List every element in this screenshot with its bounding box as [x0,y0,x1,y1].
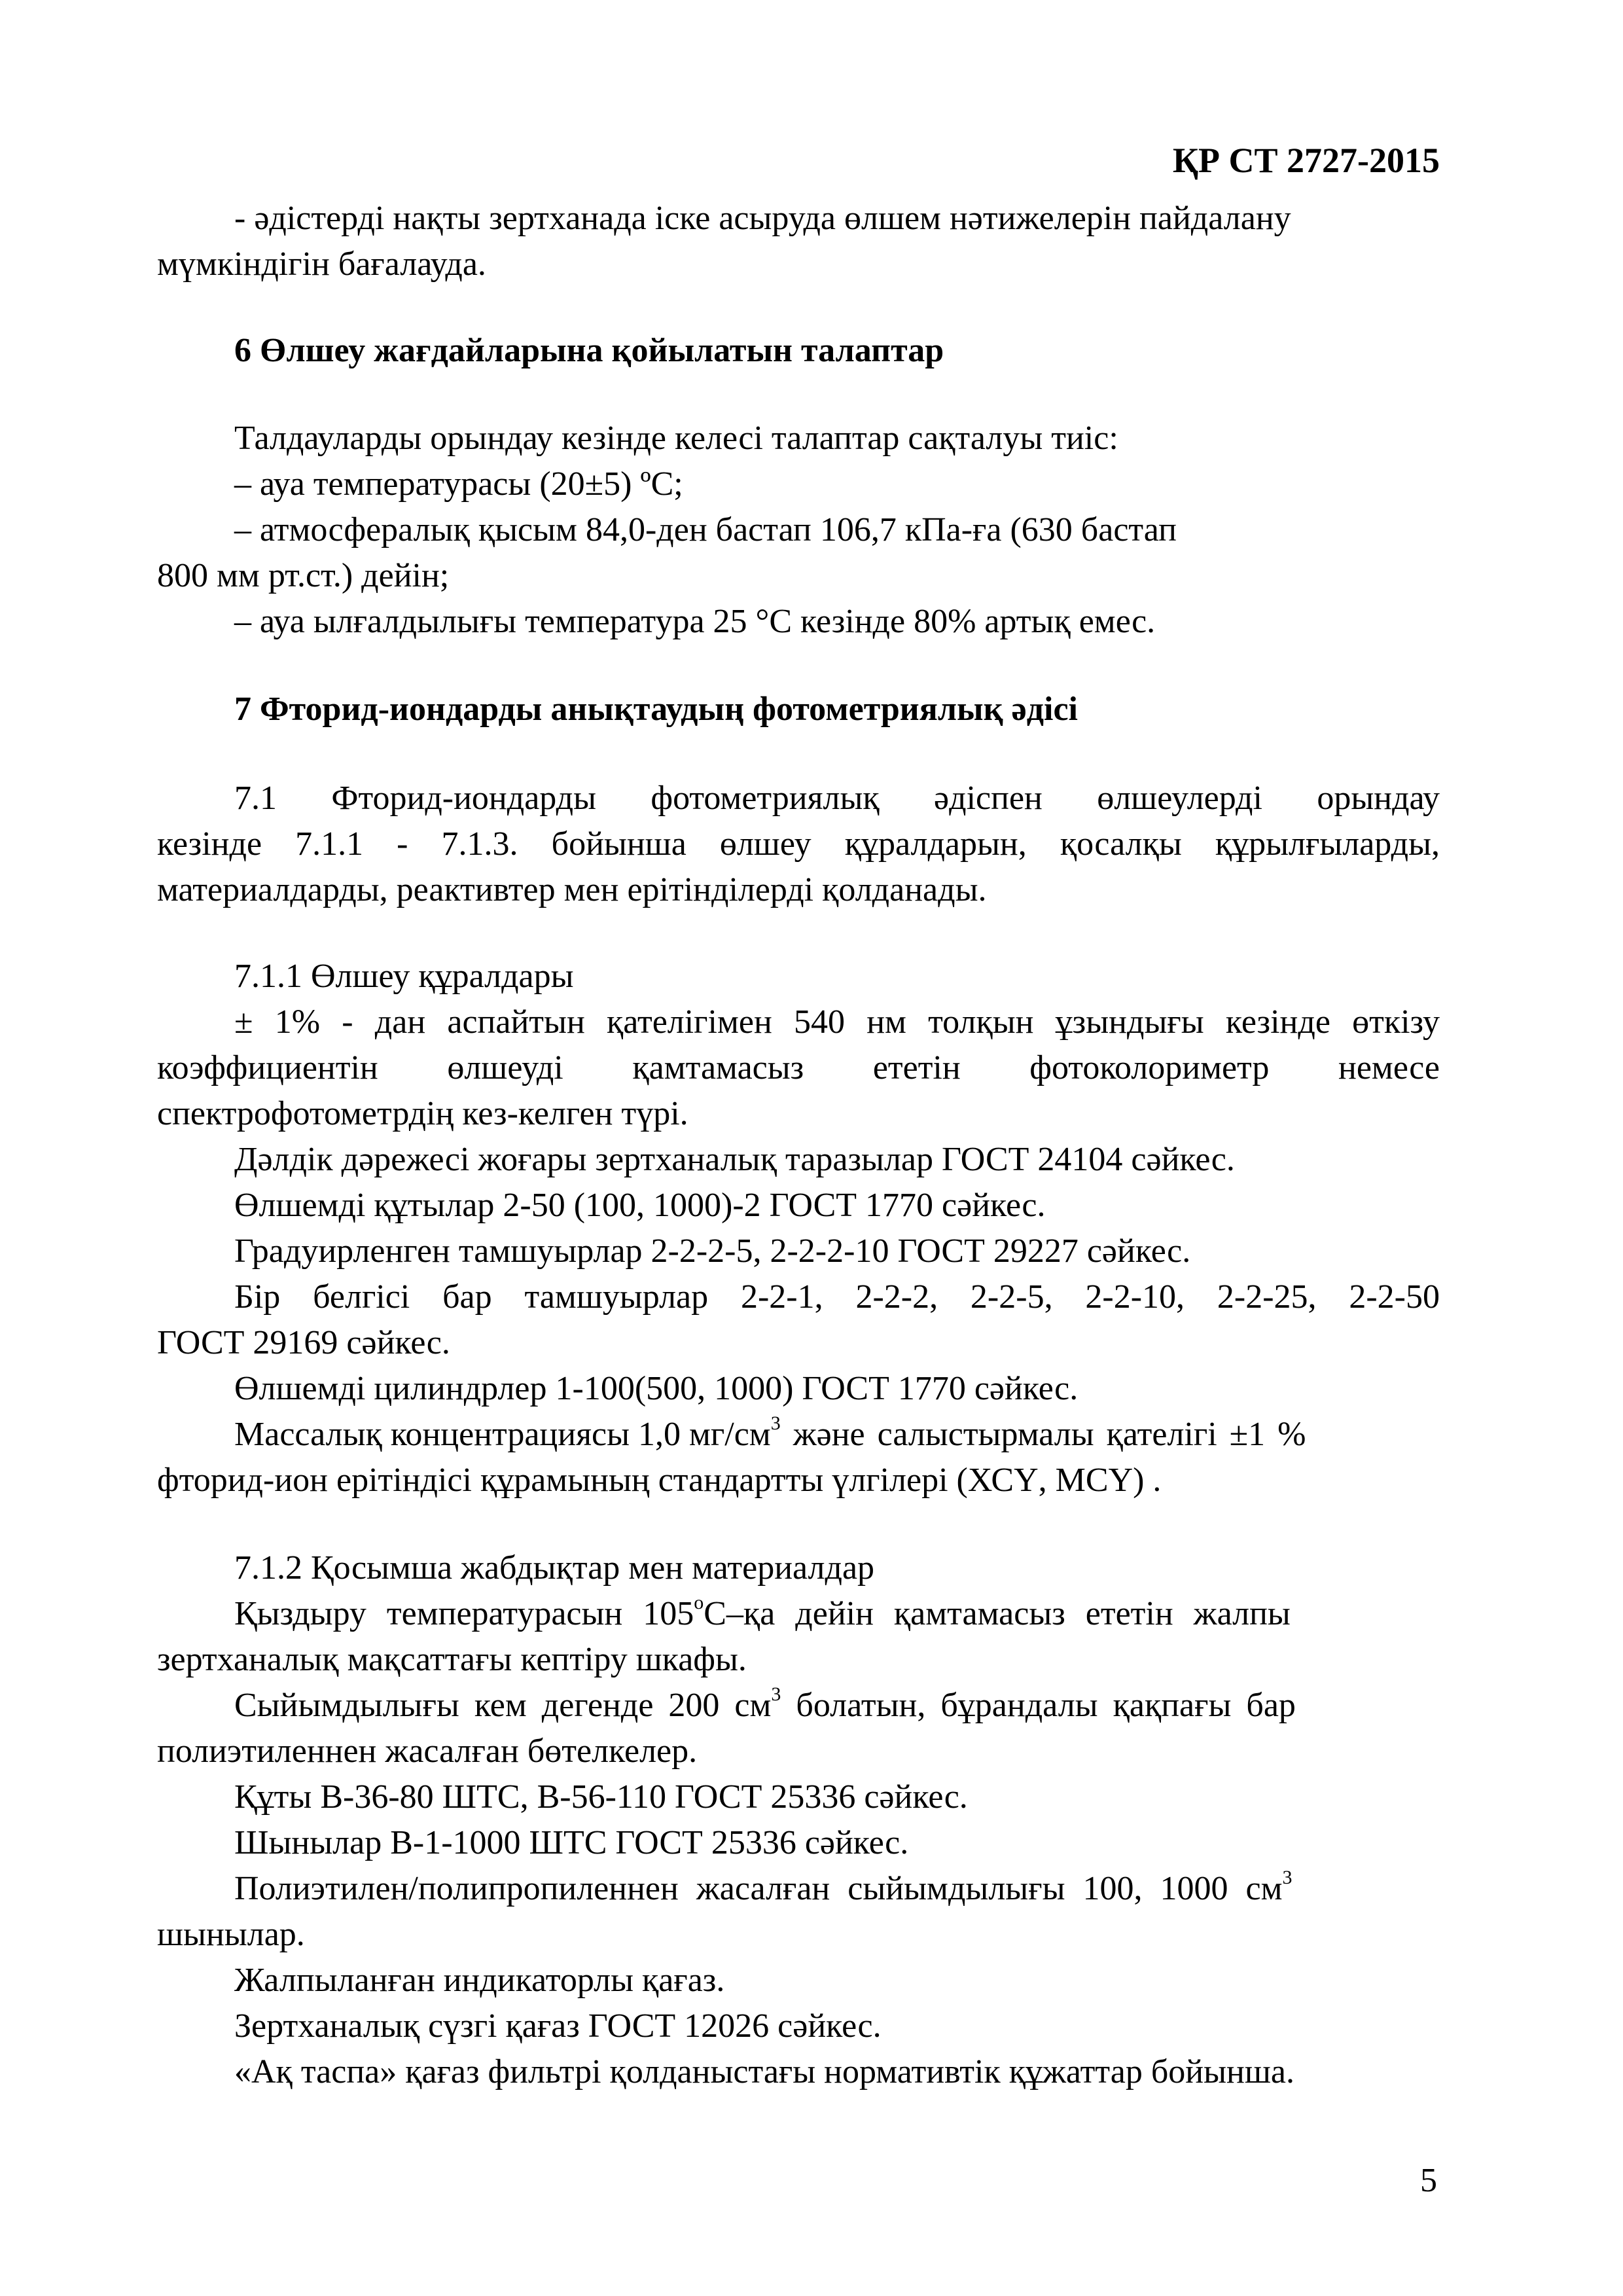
item-drying-cabinet-line-2: зертханалық мақсаттағы кептіру шкафы. [157,1641,747,1678]
section-6-item-humidity: – ауа ылғалдылығы температура 25 °С кезінде 80% артық емес. [234,603,1156,640]
item-pipettes-line-2: ГОСТ 29169 сәйкес. [157,1324,450,1361]
item-scales: Дәлдік дәрежесі жоғары зертханалық таразылар ГОСТ 24104 сәйкес. [234,1141,1235,1178]
para-7-1-line-3: материалдарды, реактивтер мен ерітінділерді қолданады. [157,871,987,908]
section-6-item-pressure: – атмосфералық қысым 84,0-ден бастап 106,7 кПа-ға (630 бастап [234,511,1177,548]
para-7-1-line-1: 7.1 Фторид-иондарды фотометриялық әдіспен өлшеулерді орындау [234,780,1440,817]
superscript-3: 3 [771,1683,781,1705]
item-photometer-line-1: ± 1% - дан аспайтын қателігімен 540 нм толқын ұзындығы кезінде өткізу [234,1003,1440,1041]
intro-line-1: - әдістерді нақты зертханада іске асыруда өлшем нәтижелерін пайдалану [234,200,1291,237]
plastic-containers-text: Полиэтилен/полипропиленнен жасалған сыйымдылығы 100, 1000 см [234,1870,1283,1907]
item-flasks: Өлшемді құтылар 2-50 (100, 1000)-2 ГОСТ 1770 сәйкес. [234,1187,1046,1224]
section-6-item-temperature: – ауа температурасы (20±5) ºC; [234,465,683,503]
bottles-text-b: болатын, бұрандалы қақпағы бар [781,1687,1296,1724]
item-cylinders: Өлшемді цилиндрлер 1-100(500, 1000) ГОСТ 1770 сәйкес. [234,1370,1079,1407]
item-bottles-line-1 [234,1683,1440,1724]
bottles-text-a: Сыйымдылығы кем дегенде 200 см [234,1687,772,1724]
intro-line-2: мүмкіндігін бағалауда. [157,245,486,283]
document-code: ҚР СТ 2727-2015 [1172,141,1440,180]
item-standard-samples-line-2: фторид-ион ерітіндісі құрамының стандартты үлгілері (ХСҮ, МСҮ) . [157,1462,1162,1499]
item-graduated-pipettes: Градуирленген тамшуырлар 2-2-2-5, 2-2-2-10 ГОСТ 29227 сәйкес. [234,1232,1191,1270]
item-plastic-containers-line-2: шынылар. [157,1916,305,1953]
item-bottles-line-2: полиэтиленнен жасалған бөтелкелер. [157,1732,698,1770]
section-7-title: 7 Фторид-иондарды анықтаудың фотометриялық әдісі [234,691,1078,728]
subsection-7-1-1-title: 7.1.1 Өлшеу құралдары [234,958,574,995]
item-photometer-line-2: коэффициентін өлшеуді қамтамасыз ететін фотоколориметр немесе [157,1049,1440,1086]
item-cups: Құты В-36-80 ШТС, В-56-110 ГОСТ 25336 сәйкес. [234,1778,968,1816]
item-pipettes-line-1: Бір белгісі бар тамшуырлар 2-2-1, 2-2-2, 2-2-5, 2-2-10, 2-2-25, 2-2-50 [234,1278,1440,1316]
standard-samples-text-a: Массалық концентрациясы 1,0 мг/см [234,1416,771,1453]
drying-cabinet-text-b: С–қа дейін қамтамасыз ететін жалпы [704,1595,1291,1632]
item-standard-samples-line-1 [234,1412,1440,1453]
superscript-degree: о [694,1592,704,1613]
para-7-1-line-2: кезінде 7.1.1 - 7.1.3. бойынша өлшеу құралдарын, қосалқы құрылғыларды, [157,825,1440,863]
item-indicator-paper: Жалпыланған индикаторлы қағаз. [234,1962,725,1999]
superscript-3: 3 [770,1412,781,1434]
drying-cabinet-text-a: Қыздыру температурасын 105 [234,1595,694,1632]
superscript-3: 3 [1282,1867,1293,1888]
standard-samples-text-b: және салыстырмалы қателігі ±1 % [780,1416,1306,1453]
item-plastic-containers-line-1 [234,1867,1440,1907]
item-photometer-line-3: спектрофотометрдің кез-келген түрі. [157,1095,688,1132]
section-6-title: 6 Өлшеу жағдайларына қойылатын талаптар [234,332,944,369]
item-drying-cabinet-line-1 [234,1592,1440,1632]
item-white-ribbon-filter: «Ақ таспа» қағаз фильтрі қолданыстағы нормативтік құжаттар бойынша. [234,2053,1294,2090]
item-glassware: Шынылар В-1-1000 ШТС ГОСТ 25336 сәйкес. [234,1824,909,1861]
section-6-item-pressure-cont: 800 мм рт.ст.) дейін; [157,557,450,594]
subsection-7-1-2-title: 7.1.2 Қосымша жабдықтар мен материалдар [234,1549,875,1587]
item-filter-paper: Зертханалық сүзгі қағаз ГОСТ 12026 сәйкес. [234,2007,882,2045]
page-number: 5 [1420,2162,1437,2199]
section-6-lead: Талдауларды орындау кезінде келесі талаптар сақталуы тиіс: [234,420,1118,457]
